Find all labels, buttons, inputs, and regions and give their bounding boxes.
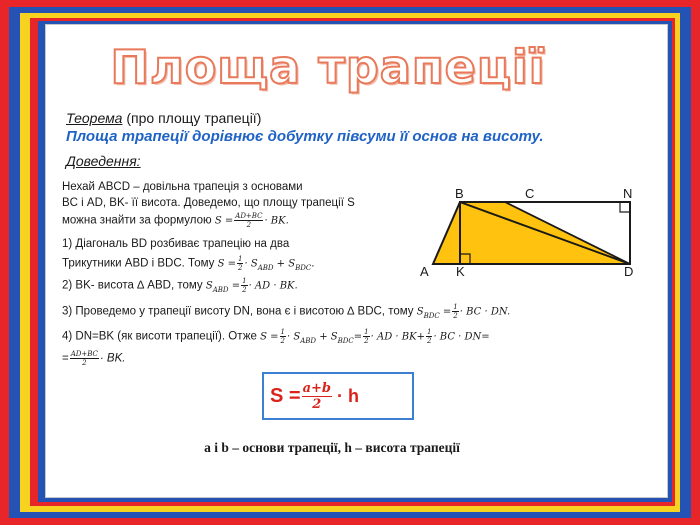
proof-line-3-fraction [234, 212, 263, 229]
proof-line-5 [62, 255, 314, 275]
proof-line-7-formula: S [416, 306, 424, 318]
label-a: A [420, 264, 429, 279]
proof-line-9 [62, 350, 125, 367]
proof-line-7-text: 3) Проведемо у трапеції висоту DN, вона є і висотою ∆ BDC, тому [62, 305, 417, 318]
label-n: N [623, 186, 633, 201]
proof-line-6-eq: = [228, 280, 241, 292]
proof-line-5-formula: S = [217, 258, 236, 270]
proof-line-8-c: + S [316, 331, 338, 343]
proof-line-9-fraction [70, 350, 99, 367]
fraction-den: 2 [453, 312, 458, 320]
subscript: ABD [257, 263, 274, 272]
proof-line-8-d: = [353, 331, 363, 343]
proof-line-8 [62, 328, 490, 348]
fraction-den: 2 [246, 221, 252, 229]
proof-line-6-tail: · AD · BK. [248, 280, 298, 292]
proof-line-6-fraction [241, 277, 247, 294]
proof-label: Доведення: [66, 153, 141, 169]
fraction-den: 2 [242, 286, 247, 294]
proof-line-5-formula-b: · S [244, 258, 258, 270]
proof-line-9-eq: = [62, 352, 69, 365]
fraction-num: 1 [238, 255, 243, 263]
page-title: Площа трапеції [110, 40, 546, 94]
proof-line-5-plus: + S [273, 258, 296, 270]
fraction-num: 1 [364, 328, 369, 336]
fraction-den: 2 [364, 337, 369, 345]
theorem-label: Теорема [66, 110, 123, 126]
proof-line-8-f: · BC · DN= [433, 331, 490, 343]
proof-line-7-eq: = [439, 306, 452, 318]
subscript: ABD [212, 285, 229, 294]
label-b: B [455, 186, 464, 201]
subscript: BDC [295, 263, 312, 272]
subscript: BDC [337, 336, 354, 345]
label-d: D [624, 264, 634, 279]
fraction-num: 1 [453, 303, 458, 311]
proof-line-1: Нехай ABCD – довільна трапеція з основами [62, 181, 303, 193]
subscript: ABD [300, 336, 317, 345]
theorem-label-rest: (про площу трапеції) [122, 110, 262, 126]
proof-line-8-fraction-3 [426, 328, 432, 345]
footer-caption: a і b – основи трапеції, h – висота трапеції [204, 440, 460, 455]
proof-line-3-tail: · BK. [264, 215, 289, 227]
theorem-header [66, 110, 261, 126]
proof-line-8-e: · AD · BK+ [370, 331, 425, 343]
proof-line-7 [62, 303, 510, 323]
proof-line-8-fraction-1 [280, 328, 286, 345]
fraction-den: 2 [82, 359, 87, 367]
trapezoid-figure [415, 180, 650, 280]
fraction-num: AD+BC [235, 212, 263, 220]
fraction-den: 2 [280, 337, 286, 345]
formula-fraction [302, 381, 332, 412]
proof-line-8-a: S = [260, 331, 279, 343]
fraction-den: 2 [426, 337, 432, 345]
fraction-num: 1 [280, 328, 286, 336]
proof-line-3-formula: S = [214, 215, 234, 227]
theorem-statement: Площа трапеції дорівнює добутку півсуми її основ на висоту. [66, 128, 544, 145]
proof-line-6 [62, 277, 298, 297]
fraction-den: 2 [238, 264, 243, 272]
fraction-num: 1 [242, 277, 247, 285]
proof-line-3 [62, 212, 289, 229]
label-c: C [525, 186, 535, 201]
proof-line-7-tail: · BC · DN. [459, 306, 511, 318]
label-k: K [456, 264, 465, 279]
formula-den: 2 [312, 396, 322, 412]
proof-line-4: 1) Діагональ BD розбиває трапецію на два [62, 238, 290, 250]
area-formula-box [262, 372, 414, 420]
proof-line-5-end: . [311, 257, 315, 270]
proof-line-2: BC і AD, BK- її висота. Доведемо, що площу трапеції S [62, 197, 355, 209]
proof-line-9-tail: · BK. [99, 352, 126, 365]
proof-line-5-fraction [237, 255, 243, 272]
fraction-num: AD+BC [70, 350, 98, 358]
formula-rhs: · h [336, 385, 359, 406]
fraction-num: 1 [426, 328, 432, 336]
proof-line-5-text: Трикутники ABD і BDC. Тому [62, 257, 218, 270]
proof-line-8-text: 4) DN=BK (як висоти трапеції). Отже [62, 330, 261, 343]
proof-line-3-text: можна знайти за формулою [62, 214, 215, 227]
formula-lhs: S = [270, 384, 301, 407]
subscript: BDC [423, 311, 440, 320]
formula-num: a+b [302, 380, 331, 396]
proof-line-6-formula: S [205, 280, 213, 292]
proof-line-8-b: · S [287, 331, 301, 343]
proof-line-6-text: 2) BK- висота ∆ ABD, тому [62, 279, 206, 292]
proof-line-7-fraction [452, 303, 458, 320]
proof-line-8-fraction-2 [363, 328, 369, 345]
